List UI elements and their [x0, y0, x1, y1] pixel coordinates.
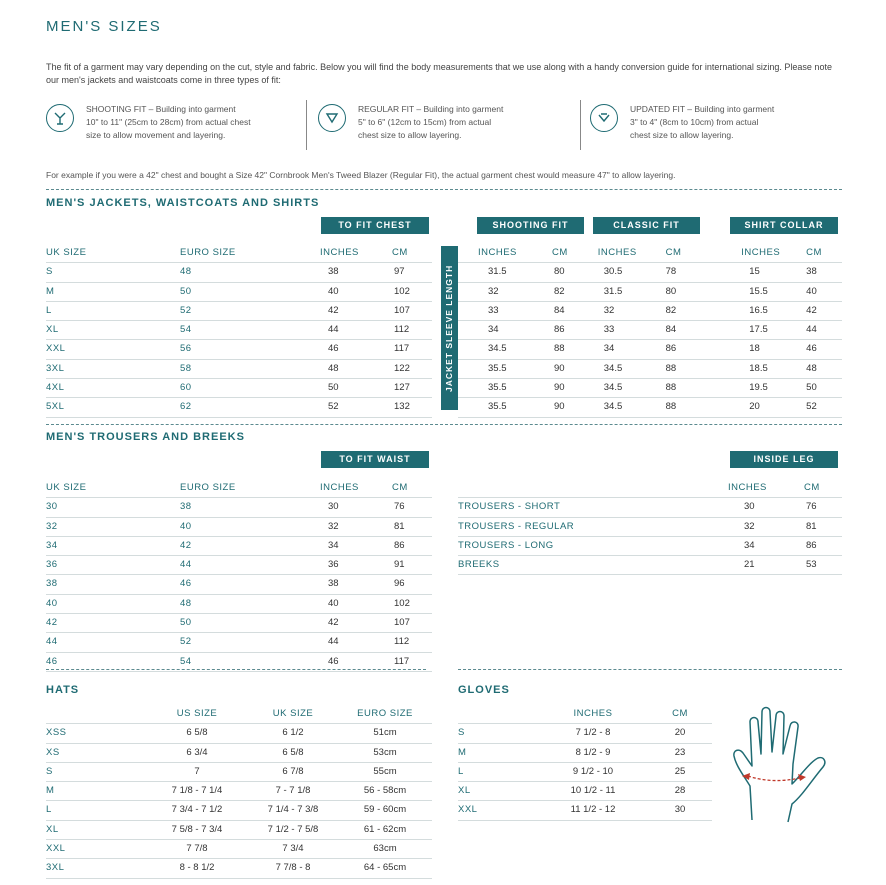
table-cell: 59 - 60cm [338, 801, 432, 820]
table-cell: 38 [180, 498, 320, 517]
table-cell: 48 [180, 594, 320, 613]
table-cell: 6 7/8 [248, 762, 338, 781]
table-cell: 97 [382, 263, 432, 282]
table-cell: 31.5 [588, 282, 652, 301]
table-cell: 86 [382, 536, 432, 555]
table-cell: 8 - 8 1/2 [146, 859, 248, 878]
table-row [46, 263, 432, 282]
table-cell: 34.5 [588, 379, 652, 398]
table-cell: 112 [382, 321, 432, 340]
table-cell: 4XL [46, 379, 180, 398]
table-cell: 56 [180, 340, 320, 359]
table-cell: 81 [788, 517, 842, 536]
table-cell: 7 - 7 1/8 [248, 782, 338, 801]
table-cell: 48 [320, 359, 382, 378]
table-cell: S [46, 263, 180, 282]
badge-to-fit-waist: TO FIT WAIST [321, 451, 429, 468]
fit-shooting: SHOOTING FIT – Building into garment 10" to 11" (25cm to 28cm) from actual chest size to allow movement and layering. [86, 104, 251, 140]
table-row [458, 282, 842, 301]
table-cell: 7 1/2 - 8 [538, 724, 648, 743]
table-cell: 38 [320, 575, 382, 594]
table-cell: 7 5/8 - 7 3/4 [146, 820, 248, 839]
table-row [46, 614, 432, 633]
table-cell: 8 1/2 - 9 [538, 743, 648, 762]
header-inches: INCHES [711, 244, 780, 263]
table-row [46, 556, 432, 575]
table-cell: 34 [320, 536, 382, 555]
badge-shooting-fit: SHOOTING FIT [477, 217, 584, 234]
table-cell: 20 [648, 724, 712, 743]
header-inches: INCHES [458, 244, 518, 263]
table-cell: 3XL [46, 359, 180, 378]
table-cell: 30 [320, 498, 382, 517]
table-cell: 50 [320, 379, 382, 398]
table-cell: XS [46, 743, 146, 762]
table-cell: 46 [780, 340, 842, 359]
regular-fit-icon [318, 104, 346, 132]
table-cell: TROUSERS - REGULAR [458, 517, 728, 536]
table-row [46, 359, 432, 378]
table-cell: 88 [652, 379, 712, 398]
table-cell: 7 3/4 [248, 840, 338, 859]
table-cell: 42 [320, 301, 382, 320]
table-cell: 42 [780, 301, 842, 320]
table-cell: 81 [382, 517, 432, 536]
table-cell: 90 [518, 359, 588, 378]
table-cell: XXL [46, 340, 180, 359]
table-cell: 15 [711, 263, 780, 282]
table-row [46, 398, 432, 417]
table-row [46, 536, 432, 555]
header-uk-size: UK SIZE [248, 705, 338, 724]
table-cell: 112 [382, 633, 432, 652]
table-cell: 62 [180, 398, 320, 417]
table-row [46, 762, 432, 781]
gloves-table [458, 705, 712, 821]
page-title: MEN'S SIZES [46, 18, 162, 35]
table-cell: 88 [518, 340, 588, 359]
dashed-divider [46, 669, 426, 670]
table-cell: 34.5 [588, 398, 652, 417]
table-cell: 55cm [338, 762, 432, 781]
table-row [46, 724, 432, 743]
table-cell: 7 1/2 - 7 5/8 [248, 820, 338, 839]
table-cell: 54 [180, 321, 320, 340]
table-cell: 61 - 62cm [338, 820, 432, 839]
table-row [458, 536, 842, 555]
table-cell: 9 1/2 - 10 [538, 762, 648, 781]
table-cell: XXL [46, 840, 146, 859]
table-cell: 32 [588, 301, 652, 320]
table-cell: M [46, 282, 180, 301]
table-cell: 50 [180, 282, 320, 301]
table-cell: 88 [652, 398, 712, 417]
table-cell: 3XL [46, 859, 146, 878]
table-cell: 32 [728, 517, 788, 536]
table-cell: 96 [382, 575, 432, 594]
header-cm: CM [780, 244, 842, 263]
table-cell: 63cm [338, 840, 432, 859]
table-row [46, 379, 432, 398]
table-cell: BREEKS [458, 556, 728, 575]
table-cell: 76 [382, 498, 432, 517]
header-inches: INCHES [320, 479, 382, 498]
table-cell: 127 [382, 379, 432, 398]
table-cell: 53cm [338, 743, 432, 762]
header-euro-size: EURO SIZE [180, 244, 320, 263]
table-cell: 52 [780, 398, 842, 417]
table-row [458, 301, 842, 320]
dashed-divider [46, 424, 842, 425]
fit-regular: REGULAR FIT – Building into garment 5" to 6" (12cm to 15cm) from actual chest size to allow layering. [358, 104, 504, 140]
table-cell: 86 [652, 340, 712, 359]
jackets-title: MEN'S JACKETS, WAISTCOATS AND SHIRTS [46, 197, 320, 209]
table-cell: 6 1/2 [248, 724, 338, 743]
table-cell: 90 [518, 379, 588, 398]
table-cell: 23 [648, 743, 712, 762]
header-us-size: US SIZE [146, 705, 248, 724]
table-row [46, 301, 432, 320]
table-cell: 82 [652, 301, 712, 320]
table-cell: 42 [46, 614, 180, 633]
table-row [458, 398, 842, 417]
table-cell: 40 [180, 517, 320, 536]
table-cell: 122 [382, 359, 432, 378]
table-cell: 28 [648, 782, 712, 801]
table-row [458, 724, 712, 743]
table-cell: 64 - 65cm [338, 859, 432, 878]
badge-inside-leg: INSIDE LEG [730, 451, 838, 468]
table-row [46, 840, 432, 859]
header-cm: CM [382, 244, 432, 263]
table-cell: 107 [382, 301, 432, 320]
table-cell: TROUSERS - SHORT [458, 498, 728, 517]
header-cm: CM [652, 244, 712, 263]
table-cell: 132 [382, 398, 432, 417]
table-cell: 50 [180, 614, 320, 633]
table-row [458, 263, 842, 282]
table-cell: 53 [788, 556, 842, 575]
header-euro-size: EURO SIZE [338, 705, 432, 724]
header-inches: INCHES [538, 705, 648, 724]
table-row [46, 517, 432, 536]
table-cell: 35.5 [458, 398, 518, 417]
table-cell: 117 [382, 652, 432, 671]
table-cell: M [458, 743, 538, 762]
header-uk-size: UK SIZE [46, 244, 180, 263]
table-cell: XSS [46, 724, 146, 743]
table-cell: 46 [46, 652, 180, 671]
table-cell: 38 [320, 263, 382, 282]
jackets-measure-table [458, 244, 842, 418]
inside-leg-table [458, 479, 842, 575]
table-row [458, 321, 842, 340]
table-row [46, 340, 432, 359]
table-cell: 60 [180, 379, 320, 398]
table-cell: TROUSERS - LONG [458, 536, 728, 555]
table-cell: 36 [46, 556, 180, 575]
table-cell: 40 [780, 282, 842, 301]
table-cell: 20 [711, 398, 780, 417]
table-cell: 6 3/4 [146, 743, 248, 762]
table-row [458, 498, 842, 517]
divider [306, 100, 307, 150]
table-row [458, 340, 842, 359]
table-cell: 32 [320, 517, 382, 536]
table-cell: 88 [652, 359, 712, 378]
table-cell: 48 [780, 359, 842, 378]
table-cell: 5XL [46, 398, 180, 417]
table-cell: 21 [728, 556, 788, 575]
dashed-divider [46, 189, 842, 190]
table-cell: 91 [382, 556, 432, 575]
table-cell: 7 1/4 - 7 3/8 [248, 801, 338, 820]
table-cell: 32 [46, 517, 180, 536]
table-row [46, 633, 432, 652]
table-cell: 10 1/2 - 11 [538, 782, 648, 801]
table-cell: 78 [652, 263, 712, 282]
table-cell: 44 [320, 321, 382, 340]
dashed-divider [458, 669, 842, 670]
table-cell: 30.5 [588, 263, 652, 282]
header-cm: CM [648, 705, 712, 724]
table-cell: 46 [320, 340, 382, 359]
table-cell: 30 [648, 801, 712, 820]
table-cell: 7 [146, 762, 248, 781]
table-row [46, 594, 432, 613]
hats-title: HATS [46, 684, 80, 696]
header-uk-size: UK SIZE [46, 479, 180, 498]
table-cell: 31.5 [458, 263, 518, 282]
table-row [46, 321, 432, 340]
table-row [458, 379, 842, 398]
table-cell: 35.5 [458, 379, 518, 398]
table-cell: 58 [180, 359, 320, 378]
table-cell: 44 [320, 633, 382, 652]
table-cell: 40 [320, 594, 382, 613]
table-cell: 40 [320, 282, 382, 301]
table-cell: M [46, 782, 146, 801]
table-cell: 18.5 [711, 359, 780, 378]
table-cell: 48 [180, 263, 320, 282]
badge-classic-fit: CLASSIC FIT [593, 217, 700, 234]
table-cell: 38 [780, 263, 842, 282]
table-cell: XXL [458, 801, 538, 820]
table-cell: 52 [320, 398, 382, 417]
table-cell: 54 [180, 652, 320, 671]
table-cell: 84 [518, 301, 588, 320]
table-cell: 32 [458, 282, 518, 301]
table-cell: 33 [588, 321, 652, 340]
table-cell: 52 [180, 301, 320, 320]
table-cell: 17.5 [711, 321, 780, 340]
table-cell: 34 [728, 536, 788, 555]
hand-measure-icon [730, 700, 840, 830]
shooting-fit-icon [46, 104, 74, 132]
table-cell: L [46, 801, 146, 820]
table-cell: 117 [382, 340, 432, 359]
table-cell: XL [46, 820, 146, 839]
hats-table [46, 705, 432, 879]
table-cell: 6 5/8 [146, 724, 248, 743]
header-inches: INCHES [728, 479, 788, 498]
table-cell: 7 1/8 - 7 1/4 [146, 782, 248, 801]
table-cell: 86 [788, 536, 842, 555]
table-cell: 44 [780, 321, 842, 340]
table-cell: 44 [180, 556, 320, 575]
table-cell: L [46, 301, 180, 320]
table-cell: 19.5 [711, 379, 780, 398]
table-cell: XL [46, 321, 180, 340]
table-cell: 80 [652, 282, 712, 301]
table-cell: 44 [46, 633, 180, 652]
table-row [46, 820, 432, 839]
table-cell: 34.5 [588, 359, 652, 378]
table-cell: 46 [180, 575, 320, 594]
table-cell: 102 [382, 594, 432, 613]
header-blank [458, 705, 538, 724]
table-cell: 6 5/8 [248, 743, 338, 762]
table-cell: 34.5 [458, 340, 518, 359]
table-row [458, 762, 712, 781]
badge-jacket-sleeve-length: JACKET SLEEVE LENGTH [441, 246, 458, 410]
table-cell: 82 [518, 282, 588, 301]
table-cell: L [458, 762, 538, 781]
table-row [458, 556, 842, 575]
table-cell: 42 [180, 536, 320, 555]
table-row [46, 743, 432, 762]
table-row [46, 801, 432, 820]
divider [580, 100, 581, 150]
updated-fit-icon [590, 104, 618, 132]
table-cell: 34 [458, 321, 518, 340]
table-cell: 11 1/2 - 12 [538, 801, 648, 820]
table-cell: 33 [458, 301, 518, 320]
trousers-table [46, 479, 432, 672]
table-cell: 102 [382, 282, 432, 301]
table-cell: 107 [382, 614, 432, 633]
header-blank [46, 705, 146, 724]
table-cell: 40 [46, 594, 180, 613]
gloves-title: GLOVES [458, 684, 510, 696]
table-cell: 90 [518, 398, 588, 417]
header-euro-size: EURO SIZE [180, 479, 320, 498]
table-cell: 80 [518, 263, 588, 282]
table-row [458, 782, 712, 801]
header-inches: INCHES [588, 244, 652, 263]
header-blank [458, 479, 728, 498]
table-row [46, 282, 432, 301]
table-cell: 7 7/8 [146, 840, 248, 859]
table-cell: XL [458, 782, 538, 801]
badge-to-fit-chest: TO FIT CHEST [321, 217, 429, 234]
table-cell: 30 [728, 498, 788, 517]
table-cell: S [46, 762, 146, 781]
table-cell: 42 [320, 614, 382, 633]
table-cell: 35.5 [458, 359, 518, 378]
table-row [458, 517, 842, 536]
table-cell: 86 [518, 321, 588, 340]
header-cm: CM [382, 479, 432, 498]
jackets-table [46, 244, 432, 418]
table-cell: 36 [320, 556, 382, 575]
table-cell: 34 [588, 340, 652, 359]
table-cell: 76 [788, 498, 842, 517]
table-row [46, 782, 432, 801]
table-row [46, 575, 432, 594]
trousers-title: MEN'S TROUSERS AND BREEKS [46, 431, 245, 443]
table-cell: 7 3/4 - 7 1/2 [146, 801, 248, 820]
header-cm: CM [788, 479, 842, 498]
header-cm: CM [518, 244, 588, 263]
table-cell: 15.5 [711, 282, 780, 301]
table-cell: 7 7/8 - 8 [248, 859, 338, 878]
table-cell: 38 [46, 575, 180, 594]
table-cell: 51cm [338, 724, 432, 743]
table-cell: 16.5 [711, 301, 780, 320]
table-row [46, 498, 432, 517]
table-cell: 84 [652, 321, 712, 340]
fit-updated: UPDATED FIT – Building into garment 3" to 4" (8cm to 10cm) from actual chest size to allow layering. [630, 104, 775, 140]
table-cell: S [458, 724, 538, 743]
table-row [46, 859, 432, 878]
table-cell: 18 [711, 340, 780, 359]
intro-text: The fit of a garment may vary depending on the cut, style and fabric. Below you will find the body measurements that we use along with a handy conversion guide for international sizing. Please note our men's jackets and waistcoats come in three types of fit: [46, 62, 832, 85]
table-cell: 50 [780, 379, 842, 398]
badge-shirt-collar: SHIRT COLLAR [730, 217, 838, 234]
table-cell: 25 [648, 762, 712, 781]
table-cell: 56 - 58cm [338, 782, 432, 801]
table-row [458, 743, 712, 762]
table-row [458, 359, 842, 378]
table-row [458, 801, 712, 820]
table-cell: 46 [320, 652, 382, 671]
table-cell: 30 [46, 498, 180, 517]
table-cell: 52 [180, 633, 320, 652]
header-inches: INCHES [320, 244, 382, 263]
table-cell: 34 [46, 536, 180, 555]
example-text: For example if you were a 42" chest and bought a Size 42" Cornbrook Men's Tweed Blazer (Regular Fit), the actual garment chest would measure 47" to allow layering. [46, 170, 676, 180]
